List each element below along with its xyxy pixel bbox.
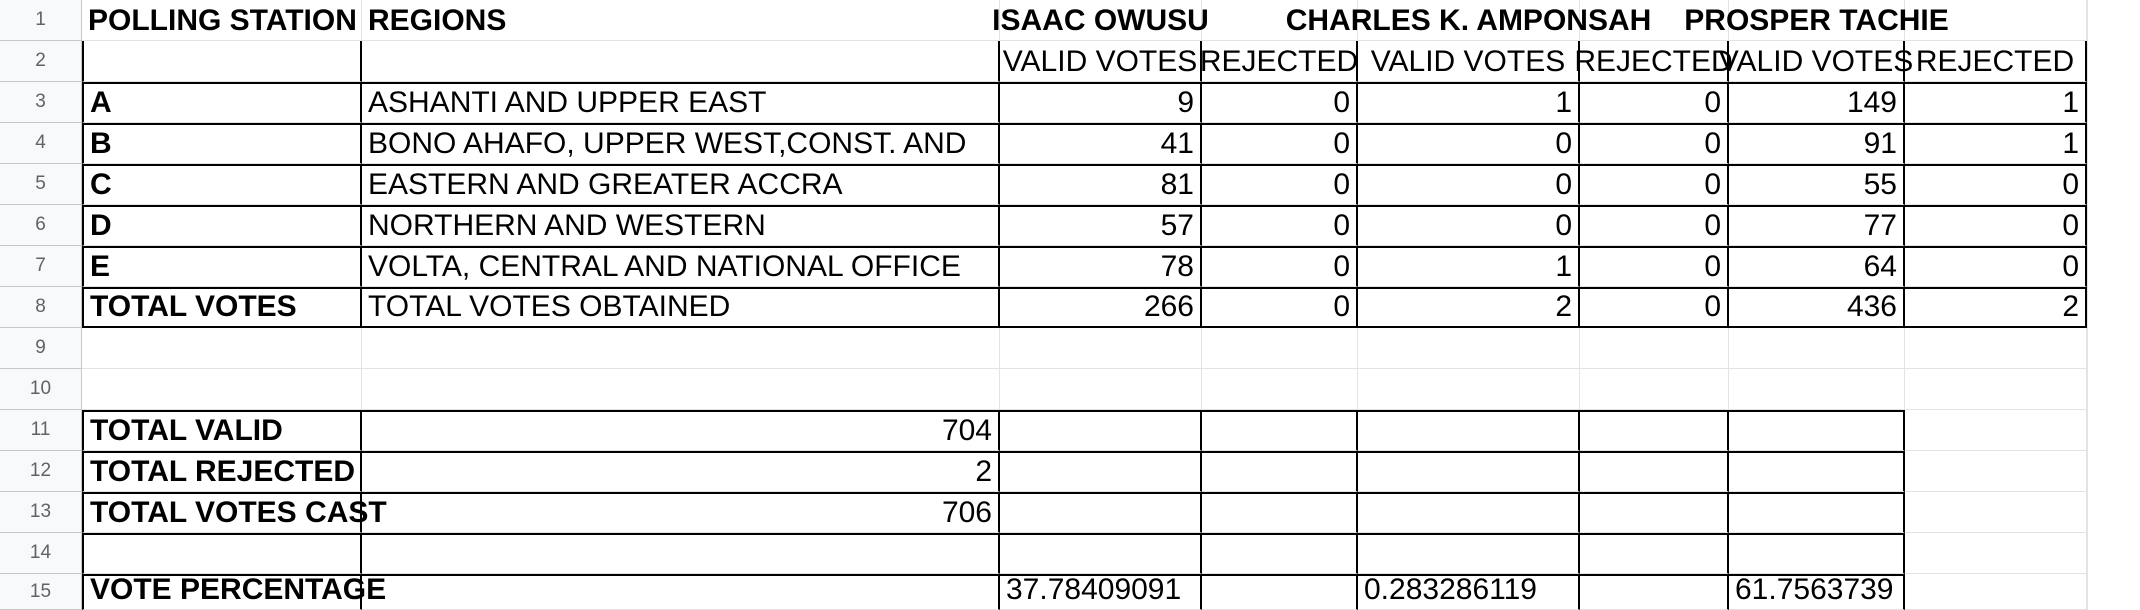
row-header-12[interactable]: 12 xyxy=(0,451,82,492)
cell-E14[interactable] xyxy=(1358,533,1580,574)
cell-H11[interactable] xyxy=(1905,410,2087,451)
cell-A14[interactable] xyxy=(82,533,362,574)
sheet-row-3 xyxy=(0,82,2139,123)
cell-H5[interactable]: 0 xyxy=(1905,164,2087,205)
cell-H9[interactable] xyxy=(1905,328,2087,369)
sheet-row-1 xyxy=(0,0,2139,41)
row-header-13[interactable]: 13 xyxy=(0,492,82,533)
sheet-row-7 xyxy=(0,246,2139,287)
cell-B4[interactable]: BONO AHAFO, UPPER WEST,CONST. AND xyxy=(362,123,1000,164)
cell-F3[interactable]: 0 xyxy=(1580,82,1729,123)
cell-A1[interactable]: POLLING STATION xyxy=(82,0,362,41)
cell-H7[interactable]: 0 xyxy=(1905,246,2087,287)
cell-H8[interactable]: 2 xyxy=(1905,287,2087,328)
cell-B10[interactable] xyxy=(362,369,1000,410)
cell-B13[interactable]: 706 xyxy=(362,492,1000,533)
cell-D11[interactable] xyxy=(1202,410,1358,451)
cell-B8[interactable]: TOTAL VOTES OBTAINED xyxy=(362,287,1000,328)
cell-C4[interactable]: 41 xyxy=(1000,123,1202,164)
cell-D3[interactable]: 0 xyxy=(1202,82,1358,123)
row-header-10[interactable]: 10 xyxy=(0,369,82,410)
cell-G6[interactable]: 77 xyxy=(1729,205,1905,246)
cell-C12[interactable] xyxy=(1000,451,1202,492)
row-header-3[interactable]: 3 xyxy=(0,82,82,123)
cell-D7[interactable]: 0 xyxy=(1202,246,1358,287)
cell-A3[interactable]: A xyxy=(82,82,362,123)
cell-D5[interactable]: 0 xyxy=(1202,164,1358,205)
cell-E12[interactable] xyxy=(1358,451,1580,492)
cell-G15[interactable]: 61.7563739 xyxy=(1729,574,1905,610)
cell-H14[interactable] xyxy=(1905,533,2087,574)
cell-H15[interactable] xyxy=(1905,574,2087,610)
cell-G2[interactable]: VALID VOTES xyxy=(1729,41,1905,82)
cell-E3[interactable]: 1 xyxy=(1358,82,1580,123)
row-header-1[interactable]: 1 xyxy=(0,0,82,41)
cell-B12[interactable]: 2 xyxy=(362,451,1000,492)
cell-A12[interactable]: TOTAL REJECTED xyxy=(82,451,362,492)
cell-C11[interactable] xyxy=(1000,410,1202,451)
cell-G9[interactable] xyxy=(1729,328,1905,369)
row-header-8[interactable]: 8 xyxy=(0,287,82,328)
cell-D6[interactable]: 0 xyxy=(1202,205,1358,246)
cell-D4[interactable]: 0 xyxy=(1202,123,1358,164)
cell-G3[interactable]: 149 xyxy=(1729,82,1905,123)
sheet-row-11 xyxy=(0,410,2139,451)
cell-B6[interactable]: NORTHERN AND WESTERN xyxy=(362,205,1000,246)
cell-B1[interactable]: REGIONS xyxy=(362,0,1000,41)
row-header-15[interactable]: 15 xyxy=(0,574,82,610)
cell-C6[interactable]: 57 xyxy=(1000,205,1202,246)
cell-E2[interactable]: VALID VOTES xyxy=(1358,41,1580,82)
cell-D13[interactable] xyxy=(1202,492,1358,533)
cell-A9[interactable] xyxy=(82,328,362,369)
cell-D12[interactable] xyxy=(1202,451,1358,492)
cell-E8[interactable]: 2 xyxy=(1358,287,1580,328)
cell-C13[interactable] xyxy=(1000,492,1202,533)
cell-G8[interactable]: 436 xyxy=(1729,287,1905,328)
cell-B2[interactable] xyxy=(362,41,1000,82)
cell-G13[interactable] xyxy=(1729,492,1905,533)
sheet-row-2 xyxy=(0,41,2139,82)
cell-D10[interactable] xyxy=(1202,369,1358,410)
sheet-row-9 xyxy=(0,328,2139,369)
cell-E7[interactable]: 1 xyxy=(1358,246,1580,287)
cell-A13[interactable]: TOTAL VOTES CAST xyxy=(82,492,362,533)
cell-D8[interactable]: 0 xyxy=(1202,287,1358,328)
cell-E1[interactable]: CHARLES K. AMPONSAH xyxy=(1358,0,1580,41)
cell-B15[interactable] xyxy=(362,574,1000,610)
row-header-5[interactable]: 5 xyxy=(0,164,82,205)
cell-C2[interactable]: VALID VOTES xyxy=(1000,41,1202,82)
cell-H6[interactable]: 0 xyxy=(1905,205,2087,246)
cell-F10[interactable] xyxy=(1580,369,1729,410)
cell-G10[interactable] xyxy=(1729,369,1905,410)
cell-H3[interactable]: 1 xyxy=(1905,82,2087,123)
sheet-row-6 xyxy=(0,205,2139,246)
row-header-14[interactable]: 14 xyxy=(0,533,82,574)
cell-A7[interactable]: E xyxy=(82,246,362,287)
cell-D15[interactable] xyxy=(1202,574,1358,610)
cell-G11[interactable] xyxy=(1729,410,1905,451)
sheet-row-13 xyxy=(0,492,2139,533)
cell-G1[interactable]: PROSPER TACHIE xyxy=(1729,0,1905,41)
cell-F14[interactable] xyxy=(1580,533,1729,574)
row-header-2[interactable]: 2 xyxy=(0,41,82,82)
sheet-row-4 xyxy=(0,123,2139,164)
cell-F12[interactable] xyxy=(1580,451,1729,492)
cell-F11[interactable] xyxy=(1580,410,1729,451)
cell-H13[interactable] xyxy=(1905,492,2087,533)
cell-F4[interactable]: 0 xyxy=(1580,123,1729,164)
cell-B7[interactable]: VOLTA, CENTRAL AND NATIONAL OFFICE xyxy=(362,246,1000,287)
sheet-row-15 xyxy=(0,574,2139,610)
cell-H12[interactable] xyxy=(1905,451,2087,492)
row-header-11[interactable]: 11 xyxy=(0,410,82,451)
cell-C15[interactable]: 37.78409091 xyxy=(1000,574,1202,610)
cell-C8[interactable]: 266 xyxy=(1000,287,1202,328)
sheet-row-5 xyxy=(0,164,2139,205)
cell-C3[interactable]: 9 xyxy=(1000,82,1202,123)
cell-A5[interactable]: C xyxy=(82,164,362,205)
cell-F13[interactable] xyxy=(1580,492,1729,533)
cell-B9[interactable] xyxy=(362,328,1000,369)
cell-A6[interactable]: D xyxy=(82,205,362,246)
cell-C1[interactable]: ISAAC OWUSU xyxy=(1000,0,1202,41)
cell-E4[interactable]: 0 xyxy=(1358,123,1580,164)
cell-G4[interactable]: 91 xyxy=(1729,123,1905,164)
cell-F7[interactable]: 0 xyxy=(1580,246,1729,287)
cell-F15[interactable] xyxy=(1580,574,1729,610)
cell-E6[interactable]: 0 xyxy=(1358,205,1580,246)
cell-C9[interactable] xyxy=(1000,328,1202,369)
sheet-row-10 xyxy=(0,369,2139,410)
cell-H2[interactable]: REJECTED xyxy=(1905,41,2087,82)
cell-F6[interactable]: 0 xyxy=(1580,205,1729,246)
cell-A15[interactable]: VOTE PERCENTAGE xyxy=(82,574,362,610)
cell-A2[interactable] xyxy=(82,41,362,82)
cell-B5[interactable]: EASTERN AND GREATER ACCRA xyxy=(362,164,1000,205)
cell-E10[interactable] xyxy=(1358,369,1580,410)
cell-E11[interactable] xyxy=(1358,410,1580,451)
cell-C5[interactable]: 81 xyxy=(1000,164,1202,205)
cell-B14[interactable] xyxy=(362,533,1000,574)
cell-D9[interactable] xyxy=(1202,328,1358,369)
sheet-row-12 xyxy=(0,451,2139,492)
cell-F8[interactable]: 0 xyxy=(1580,287,1729,328)
cell-D2[interactable]: REJECTED xyxy=(1202,41,1358,82)
cell-F5[interactable]: 0 xyxy=(1580,164,1729,205)
cell-B3[interactable]: ASHANTI AND UPPER EAST xyxy=(362,82,1000,123)
cell-A11[interactable]: TOTAL VALID xyxy=(82,410,362,451)
cell-G12[interactable] xyxy=(1729,451,1905,492)
cell-A8[interactable]: TOTAL VOTES xyxy=(82,287,362,328)
cell-H4[interactable]: 1 xyxy=(1905,123,2087,164)
cell-A10[interactable] xyxy=(82,369,362,410)
cell-G14[interactable] xyxy=(1729,533,1905,574)
cell-D14[interactable] xyxy=(1202,533,1358,574)
cell-B11[interactable]: 704 xyxy=(362,410,1000,451)
row-header-7[interactable]: 7 xyxy=(0,246,82,287)
row-header-9[interactable]: 9 xyxy=(0,328,82,369)
cell-C7[interactable]: 78 xyxy=(1000,246,1202,287)
cell-E9[interactable] xyxy=(1358,328,1580,369)
cell-F2[interactable]: REJECTED xyxy=(1580,41,1729,82)
cell-H10[interactable] xyxy=(1905,369,2087,410)
cell-E13[interactable] xyxy=(1358,492,1580,533)
row-header-6[interactable]: 6 xyxy=(0,205,82,246)
cell-C10[interactable] xyxy=(1000,369,1202,410)
cell-C14[interactable] xyxy=(1000,533,1202,574)
cell-G7[interactable]: 64 xyxy=(1729,246,1905,287)
cell-E15[interactable]: 0.283286119 xyxy=(1358,574,1580,610)
sheet-row-8 xyxy=(0,287,2139,328)
row-header-4[interactable]: 4 xyxy=(0,123,82,164)
cell-A4[interactable]: B xyxy=(82,123,362,164)
cell-G5[interactable]: 55 xyxy=(1729,164,1905,205)
sheet-row-14 xyxy=(0,533,2139,574)
cell-E5[interactable]: 0 xyxy=(1358,164,1580,205)
cell-F9[interactable] xyxy=(1580,328,1729,369)
cell-H1[interactable] xyxy=(1905,0,2087,41)
